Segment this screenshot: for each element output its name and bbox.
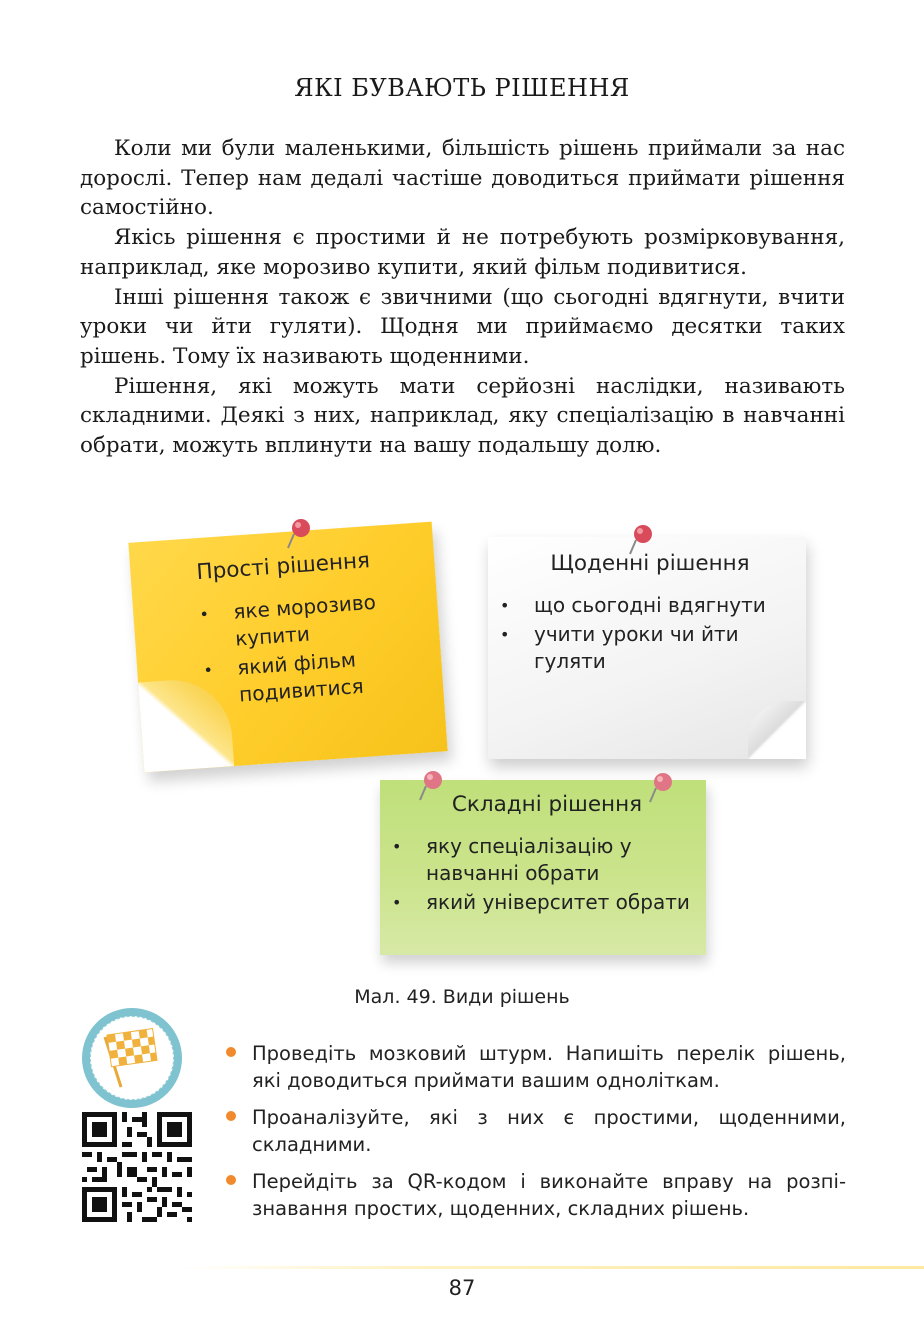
page-curl — [748, 701, 806, 759]
note-complex-decisions — [380, 780, 706, 955]
footer-divider — [180, 1266, 924, 1269]
activity-badge — [82, 1008, 182, 1108]
note-title: Щоденні рішення — [550, 551, 750, 576]
list-item: • учити уроки чи йти гуляти — [500, 621, 800, 675]
body-text — [80, 134, 845, 461]
task-item: Перейдіть за QR-кодом і виконайте вправу на розпізнавання простих, щоденних, складних рішень. — [224, 1168, 846, 1222]
paragraph: Рішення, які можуть мати серйозні наслідки, називають складними. Деякі з них, наприклад, яку спеціалізацію в навчанні обрати, можуть вплинути на вашу подальшу долю. — [80, 373, 845, 459]
list-item: • який університет обрати — [392, 889, 702, 916]
bullet-icon — [226, 1175, 236, 1185]
paragraph: Інші рішення також є звичними (що сьогодні вдягнути, вчити уроки чи йти гуляти). Щодня ми приймаємо десятки таких рішень. Тому їх називають щоденними. — [80, 284, 845, 369]
push-pin-icon — [626, 522, 656, 556]
qr-code-icon[interactable] — [82, 1112, 192, 1222]
checkered-flag-icon — [91, 1017, 175, 1101]
list-item: • яке морозиво купити — [199, 585, 432, 655]
paragraph: Коли ми були маленькими, більшість рішень приймали за нас дорослі. Тепер нам дедалі частіше доводиться приймати рішення самостійно. — [80, 136, 845, 221]
task-list — [224, 1040, 846, 1232]
note-daily-decisions — [488, 537, 806, 759]
push-pin-icon — [284, 516, 314, 550]
page-title: ЯКІ БУВАЮТЬ РІШЕННЯ — [294, 74, 630, 102]
list-item: • яку спеціалізацію у навчанні обрати — [392, 833, 702, 887]
push-pin-icon — [416, 768, 446, 802]
note-title: Складні рішення — [451, 792, 643, 817]
bullet-icon — [226, 1111, 236, 1121]
task-item: Проаналізуйте, які з них є простими, щоденними, складними. — [224, 1104, 846, 1158]
task-item: Проведіть мозковий штурм. Напишіть перелік рішень, які доводиться приймати вашим одноліткам. — [224, 1040, 846, 1094]
note-title: Прості рішення — [195, 548, 371, 586]
bullet-icon — [226, 1047, 236, 1057]
figure-caption: Мал. 49. Види рішень — [354, 986, 570, 1008]
page-number: 87 — [448, 1276, 476, 1300]
push-pin-icon — [646, 770, 676, 804]
list-item: • що сьогодні вдягнути — [500, 592, 800, 619]
paragraph: Якісь рішення є простими й не потребують розмірковування, наприклад, яке морозиво купити, який фільм подивитися. — [80, 225, 845, 280]
note-simple-decisions — [128, 522, 447, 773]
list-item: • який фільм подивитися — [202, 641, 435, 711]
